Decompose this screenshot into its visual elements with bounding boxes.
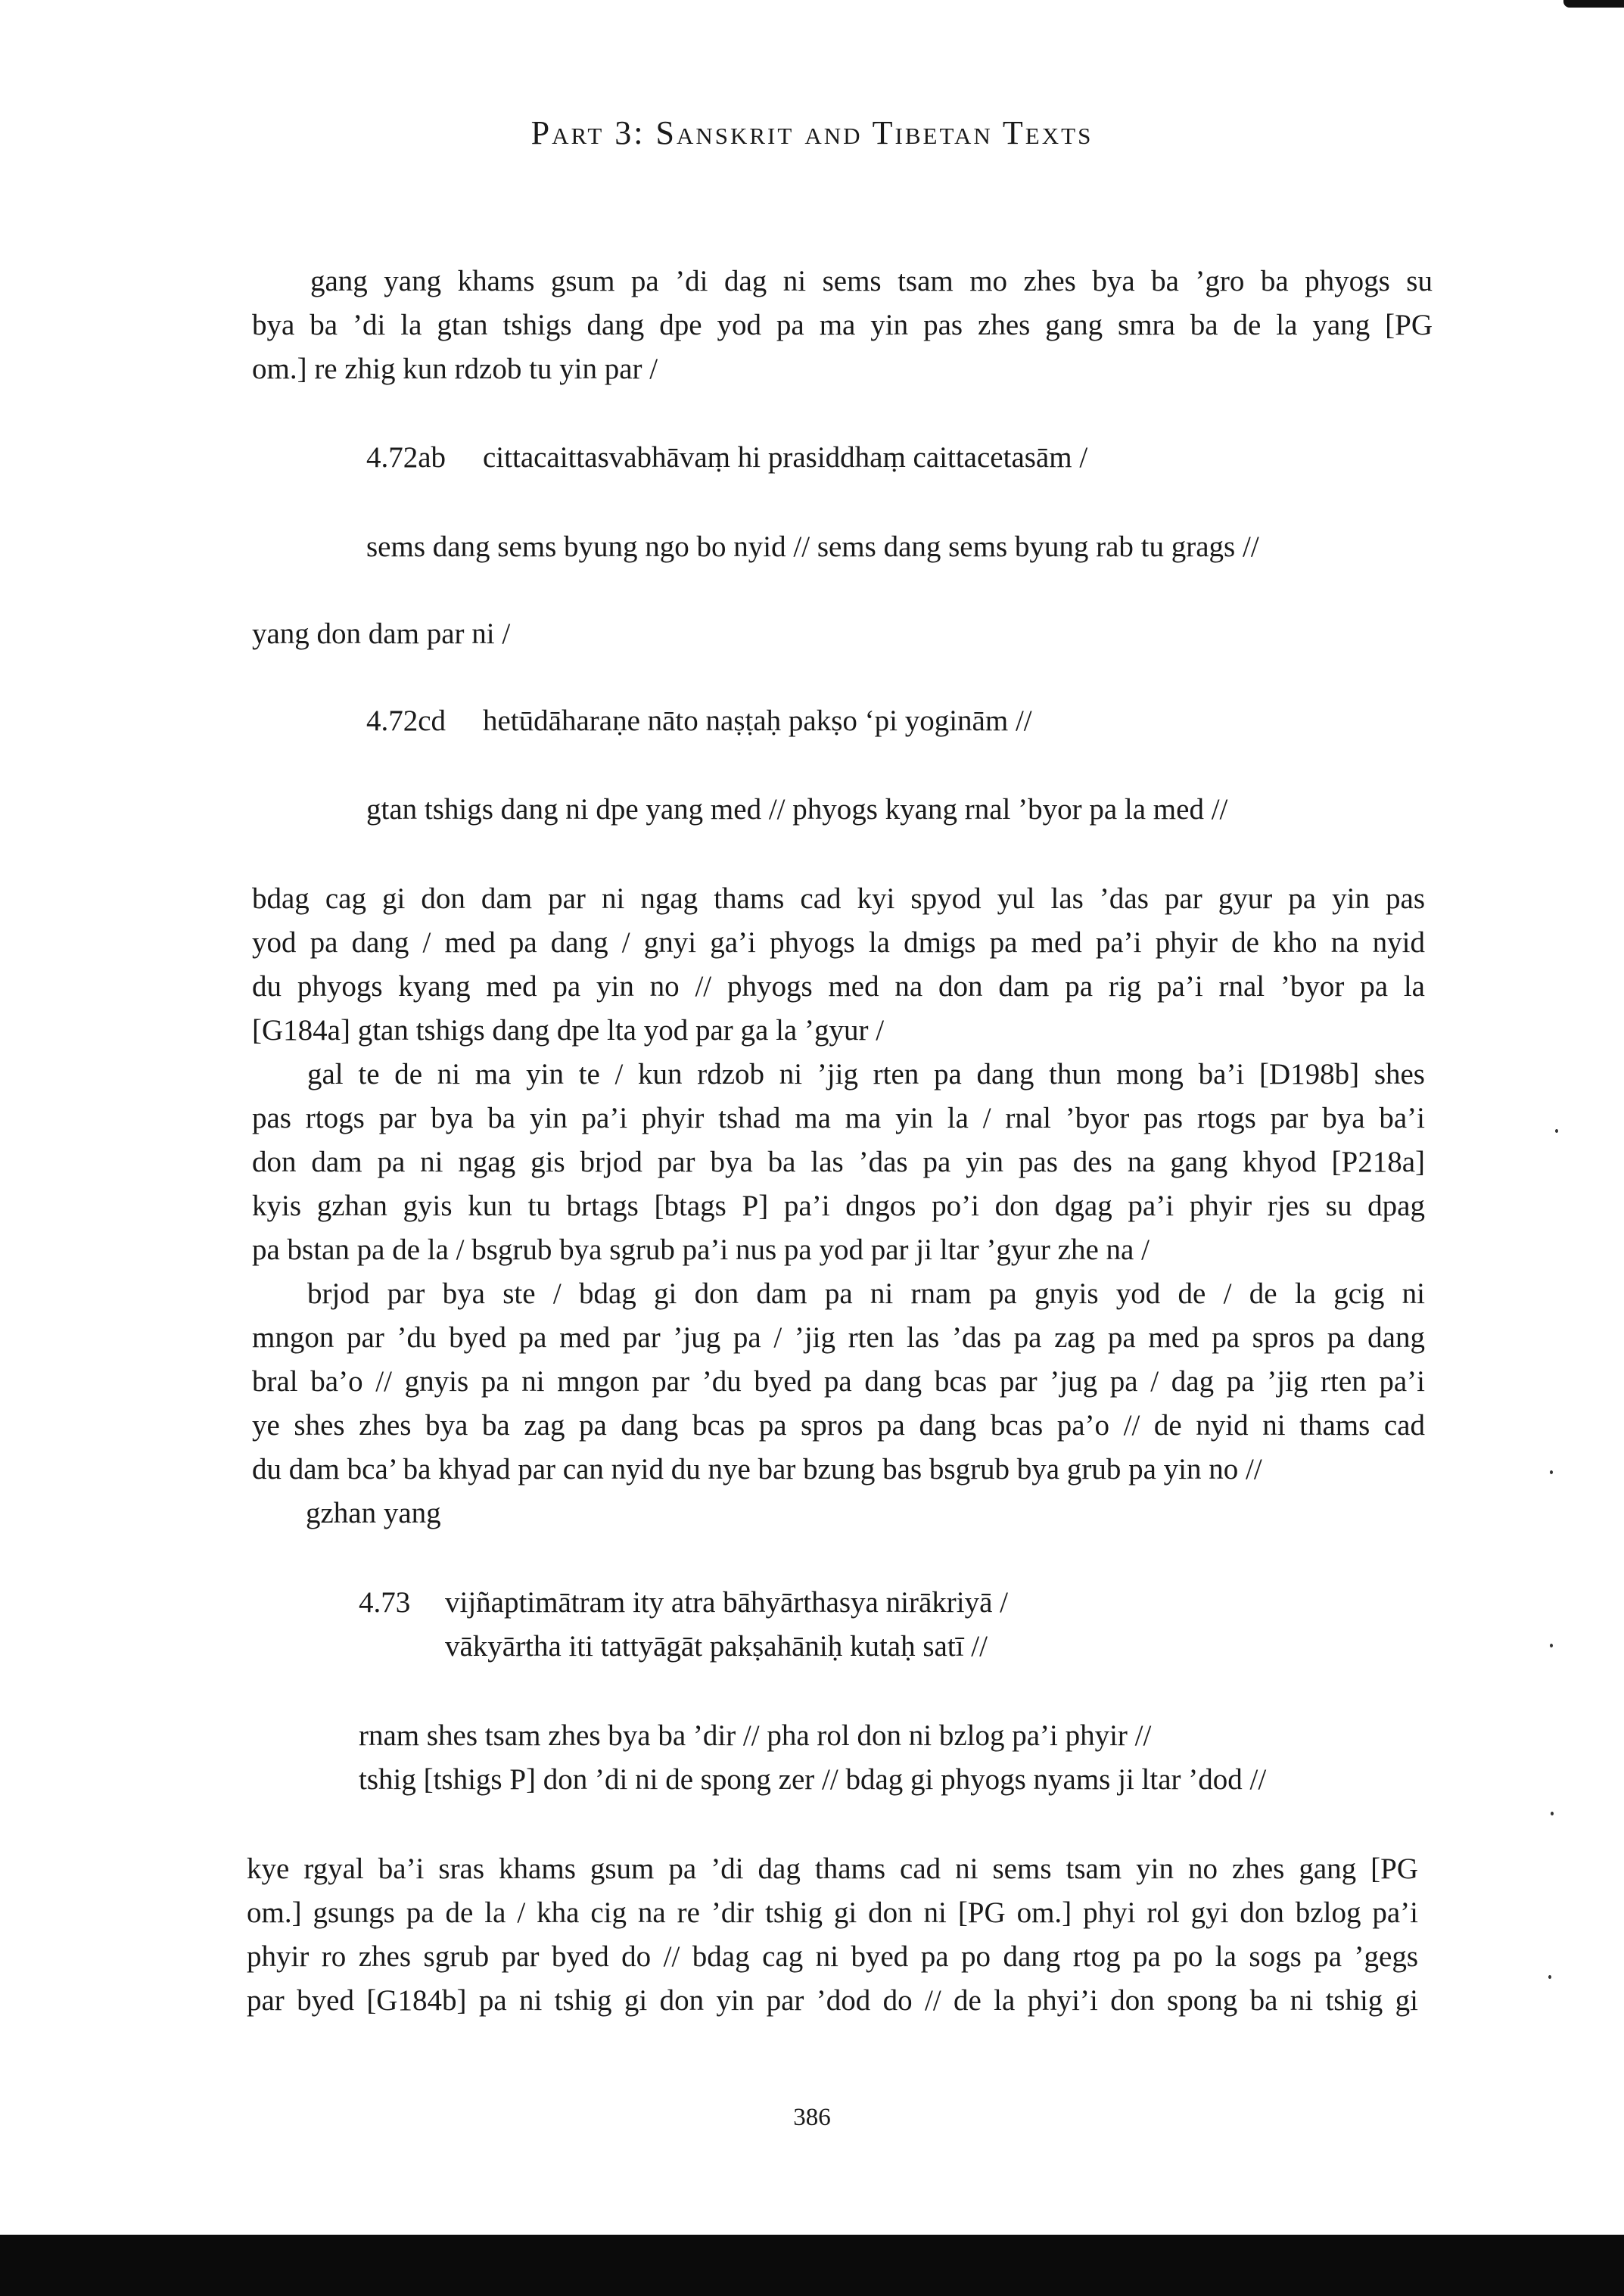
commentary-line-12: bral ba’o // gnyis pa ni mngon par ’du byed pa dang bcas par ’jug pa / dag pa ’jig rten pa’i <box>252 1365 1425 1398</box>
commentary-line-3: du phyogs kyang med pa yin no // phyogs med na don dam pa rig pa’i rnal ’byor pa la <box>252 970 1425 1003</box>
running-head: Part 3: Sanskrit and Tibetan Texts <box>530 114 1094 151</box>
commentary-line-11: mngon par ’du byed pa med par ’jug pa / ’jig rten las ’das pa zag pa med pa spros pa dang <box>252 1321 1425 1354</box>
commentary-line-5: gal te de ni ma yin te / kun rdzob ni ’jig rten pa dang thun mong ba’i [D198b] shes <box>307 1058 1425 1090</box>
verse-473-sanskrit-line-2: vākyārtha iti tattyāgāt pakṣahāniḥ kutaḥ satī // <box>445 1630 988 1663</box>
verse-472ab-sanskrit: cittacaittasvabhāvaṃ hi prasiddhaṃ caittacetasām / <box>483 441 1088 474</box>
verse-473-tibetan-line-2: tshig [tshigs P] don ’di ni de spong zer // bdag gi phyogs nyams ji ltar ’dod // <box>359 1763 1267 1796</box>
scan-speck <box>1550 1470 1553 1474</box>
transition-line: yang don dam par ni / <box>252 618 511 650</box>
verse-472cd-tibetan: gtan tshigs dang ni dpe yang med // phyogs kyang rnal ’byor pa la med // <box>366 793 1228 826</box>
scan-speck <box>1551 1812 1554 1815</box>
verse-472cd-sanskrit: hetūdāharaṇe nāto naṣṭaḥ pakṣo ‘pi yoginām // <box>483 705 1032 737</box>
paragraph-1-line-1: gang yang khams gsum pa ’di dag ni sems tsam mo zhes bya ba ’gro ba phyogs su <box>310 265 1433 297</box>
commentary-line-2: yod pa dang / med pa dang / gnyi ga’i phyogs la dmigs pa med pa’i phyir de kho na nyid <box>252 926 1425 959</box>
commentary-line-7: don dam pa ni ngag gis brjod par bya ba las ’das pa yin pas des na gang khyod [P218a] <box>252 1146 1425 1178</box>
commentary-line-6: pas rtogs par bya ba yin pa’i phyir tshad ma ma yin la / rnal ’byor pas rtogs par bya ba’i <box>252 1102 1425 1134</box>
paragraph-1-line-2: bya ba ’di la gtan tshigs dang dpe yod pa ma yin pas zhes gang smra ba de la yang [PG <box>252 309 1433 341</box>
commentary-line-13: ye shes zhes bya ba zag pa dang bcas pa spros pa dang bcas pa’o // de nyid ni thams cad <box>252 1409 1425 1442</box>
page-number: 386 <box>793 2104 831 2131</box>
commentary-line-1: bdag cag gi don dam par ni ngag thams cad kyi spyod yul las ’das par gyur pa yin pas <box>252 882 1425 915</box>
final-paragraph-line-4: par byed [G184b] pa ni tshig gi don yin par ’dod do // de la phyi’i don spong ba ni tshig gi <box>247 1984 1418 2017</box>
commentary-line-4: [G184a] gtan tshigs dang dpe lta yod par ga la ’gyur / <box>252 1014 885 1047</box>
verse-472ab-sanskrit-line <box>366 443 1087 472</box>
verse-473-tibetan-line-1: rnam shes tsam zhes bya ba ’dir // pha rol don ni bzlog pa’i phyir // <box>359 1719 1152 1752</box>
commentary-line-9: pa bstan pa de la / bsgrub bya sgrub pa’i nus pa yod par ji ltar ’gyur zhe na / <box>252 1234 1150 1266</box>
verse-473-sanskrit-line-1 <box>359 1588 1008 1617</box>
commentary-line-8: kyis gzhan gyis kun tu brtags [btags P] pa’i dngos po’i don dgag pa’i phyir rjes su dpag <box>252 1190 1425 1222</box>
final-paragraph-line-3: phyir ro zhes sgrub par byed do // bdag cag ni byed pa po dang rtog pa po la sogs pa ’gegs <box>247 1940 1418 1973</box>
verse-472cd-label: 4.72cd <box>366 705 446 737</box>
verse-473-sanskrit-1: vijñaptimātram ity atra bāhyārthasya nirākriyā / <box>445 1586 1008 1619</box>
paragraph-1-line-3: om.] re zhig kun rdzob tu yin par / <box>252 353 658 385</box>
scan-speck <box>1548 1975 1551 1979</box>
verse-473-label: 4.73 <box>359 1586 411 1619</box>
commentary-line-15: gzhan yang <box>306 1497 441 1529</box>
verse-472ab-label: 4.72ab <box>366 441 446 474</box>
scan-speck <box>1550 1644 1553 1647</box>
final-paragraph-line-2: om.] gsungs pa de la / kha cig na re ’dir tshig gi don ni [PG om.] phyi rol gyi don bzlog pa’i <box>247 1896 1418 1929</box>
verse-472cd-sanskrit-line <box>366 706 1032 736</box>
final-paragraph-line-1: kye rgyal ba’i sras khams gsum pa ’di dag thams cad ni sems tsam yin no zhes gang [PG <box>247 1853 1418 1885</box>
commentary-line-14: du dam bca’ ba khyad par can nyid du nye bar bzung bas bsgrub bya grub pa yin no // <box>252 1453 1262 1486</box>
commentary-line-10: brjod par bya ste / bdag gi don dam pa ni rnam pa gnyis yod de / de la gcig ni <box>307 1277 1425 1310</box>
scan-bottom-border <box>0 2235 1624 2296</box>
scan-corner-mark <box>1563 0 1624 8</box>
verse-472ab-tibetan: sems dang sems byung ngo bo nyid // sems dang sems byung rab tu grags // <box>366 530 1259 563</box>
scan-speck <box>1555 1129 1558 1133</box>
